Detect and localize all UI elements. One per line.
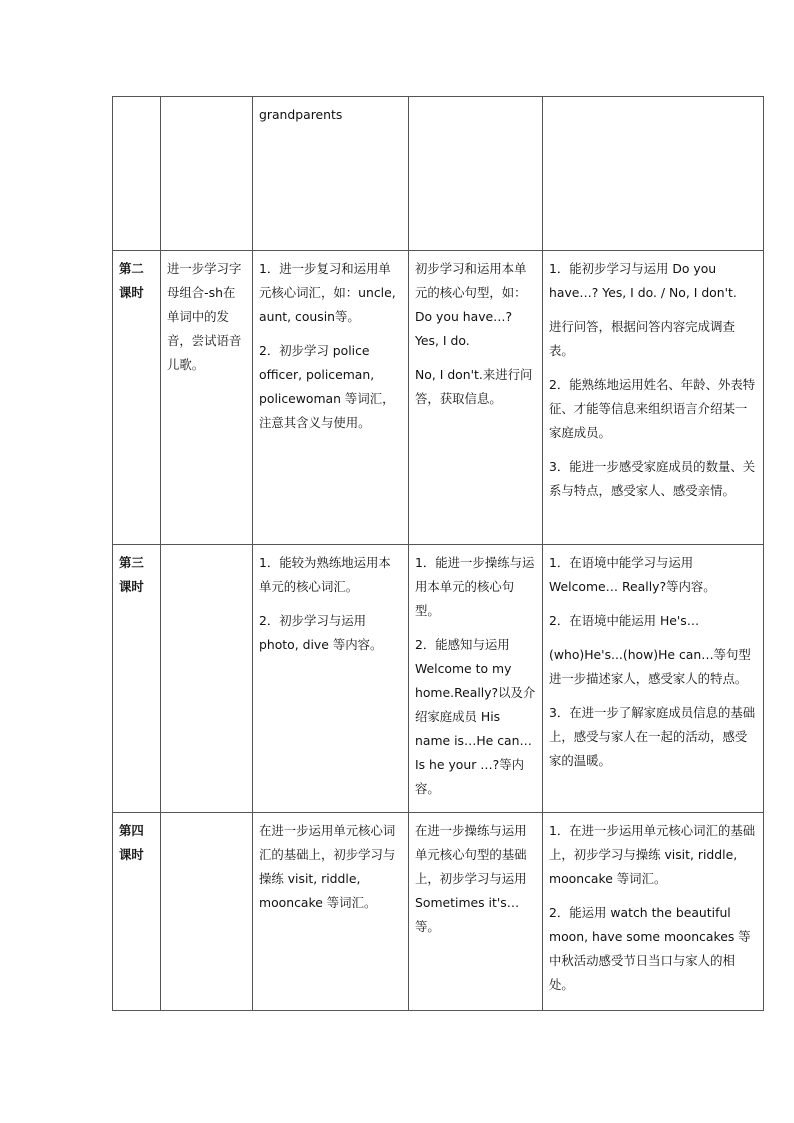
- lesson-cell: [113, 251, 161, 545]
- cell-paragraph: 在进一步操练与运用单元核心句型的基础上，初步学习与运用 Sometimes it's…等。: [415, 823, 527, 934]
- c5-cell: [543, 97, 764, 251]
- table-row: [113, 251, 764, 545]
- c4-cell: [409, 545, 543, 813]
- cell-paragraph: 2．能熟练地运用姓名、年龄、外表特征、才能等信息来组织语言介绍某一家庭成员。: [549, 377, 756, 440]
- c2-cell: [161, 251, 253, 545]
- cell-paragraph: 1．能初步学习与运用 Do you have…? Yes, I do. / No, I don't.: [549, 261, 737, 300]
- cell-paragraph: 进一步学习字母组合-sh在单词中的发音，尝试语音儿歌。: [167, 261, 242, 372]
- c2-cell: [161, 545, 253, 813]
- lesson-label: 第三课时: [119, 555, 144, 594]
- c2-cell: [161, 97, 253, 251]
- cell-paragraph: grandparents: [259, 107, 343, 122]
- cell-paragraph: 进行问答，根据问答内容完成调查表。: [549, 319, 735, 358]
- c5-cell: [543, 545, 764, 813]
- cell-paragraph: (who)He's...(how)He can…等句型进一步描述家人，感受家人的特点。: [549, 647, 751, 686]
- lesson-plan-table: [112, 96, 764, 1011]
- cell-paragraph: 2．在语境中能运用 He's…: [549, 613, 700, 628]
- c3-cell: [253, 251, 409, 545]
- cell-paragraph: 2．能运用 watch the beautiful moon, have some mooncakes 等中秋活动感受节日当口与家人的相处。: [549, 905, 751, 992]
- cell-paragraph: No, I don't.来进行问答，获取信息。: [415, 367, 533, 406]
- cell-paragraph: 1．能进一步操练与运用本单元的核心句型。: [415, 555, 535, 618]
- cell-paragraph: 在进一步运用单元核心词汇的基础上，初步学习与操练 visit, riddle, mooncake 等词汇。: [259, 823, 396, 910]
- c2-cell: [161, 813, 253, 1011]
- c4-cell: [409, 251, 543, 545]
- table-row: [113, 545, 764, 813]
- lesson-cell: [113, 813, 161, 1011]
- c5-cell: [543, 251, 764, 545]
- cell-paragraph: 2．初步学习 police officer, policeman, policewoman 等词汇，注意其含义与使用。: [259, 343, 395, 430]
- cell-paragraph: 1．在语境中能学习与运用 Welcome… Really?等内容。: [549, 555, 716, 594]
- lesson-label: 第二课时: [119, 261, 144, 300]
- lesson-cell: [113, 97, 161, 251]
- c3-cell: [253, 813, 409, 1011]
- cell-paragraph: 1．在进一步运用单元核心词汇的基础上，初步学习与操练 visit, riddle, mooncake 等词汇。: [549, 823, 756, 886]
- cell-paragraph: 3．在进一步了解家庭成员信息的基础上，感受与家人在一起的活动，感受家的温暖。: [549, 705, 756, 768]
- table-row: [113, 97, 764, 251]
- c5-cell: [543, 813, 764, 1011]
- table-row: [113, 813, 764, 1011]
- c3-cell: [253, 545, 409, 813]
- lesson-label: 第四课时: [119, 823, 144, 862]
- cell-paragraph: 2．初步学习与运用 photo, dive 等内容。: [259, 613, 383, 652]
- c4-cell: [409, 813, 543, 1011]
- c4-cell: [409, 97, 543, 251]
- lesson-plan-body: [113, 97, 764, 1011]
- cell-paragraph: 2．能感知与运用 Welcome to my home.Really?以及介绍家庭成员 His name is…He can…Is he your …?等内容。: [415, 637, 536, 796]
- cell-paragraph: 1．能较为熟练地运用本单元的核心词汇。: [259, 555, 391, 594]
- cell-paragraph: 初步学习和运用本单元的核心句型，如：Do you have…? Yes, I do.: [415, 261, 527, 348]
- cell-paragraph: 1．进一步复习和运用单元核心词汇，如：uncle, aunt, cousin等。: [259, 261, 396, 324]
- c3-cell: [253, 97, 409, 251]
- cell-paragraph: 3．能进一步感受家庭成员的数量、关系与特点，感受家人、感受亲情。: [549, 459, 756, 498]
- lesson-cell: [113, 545, 161, 813]
